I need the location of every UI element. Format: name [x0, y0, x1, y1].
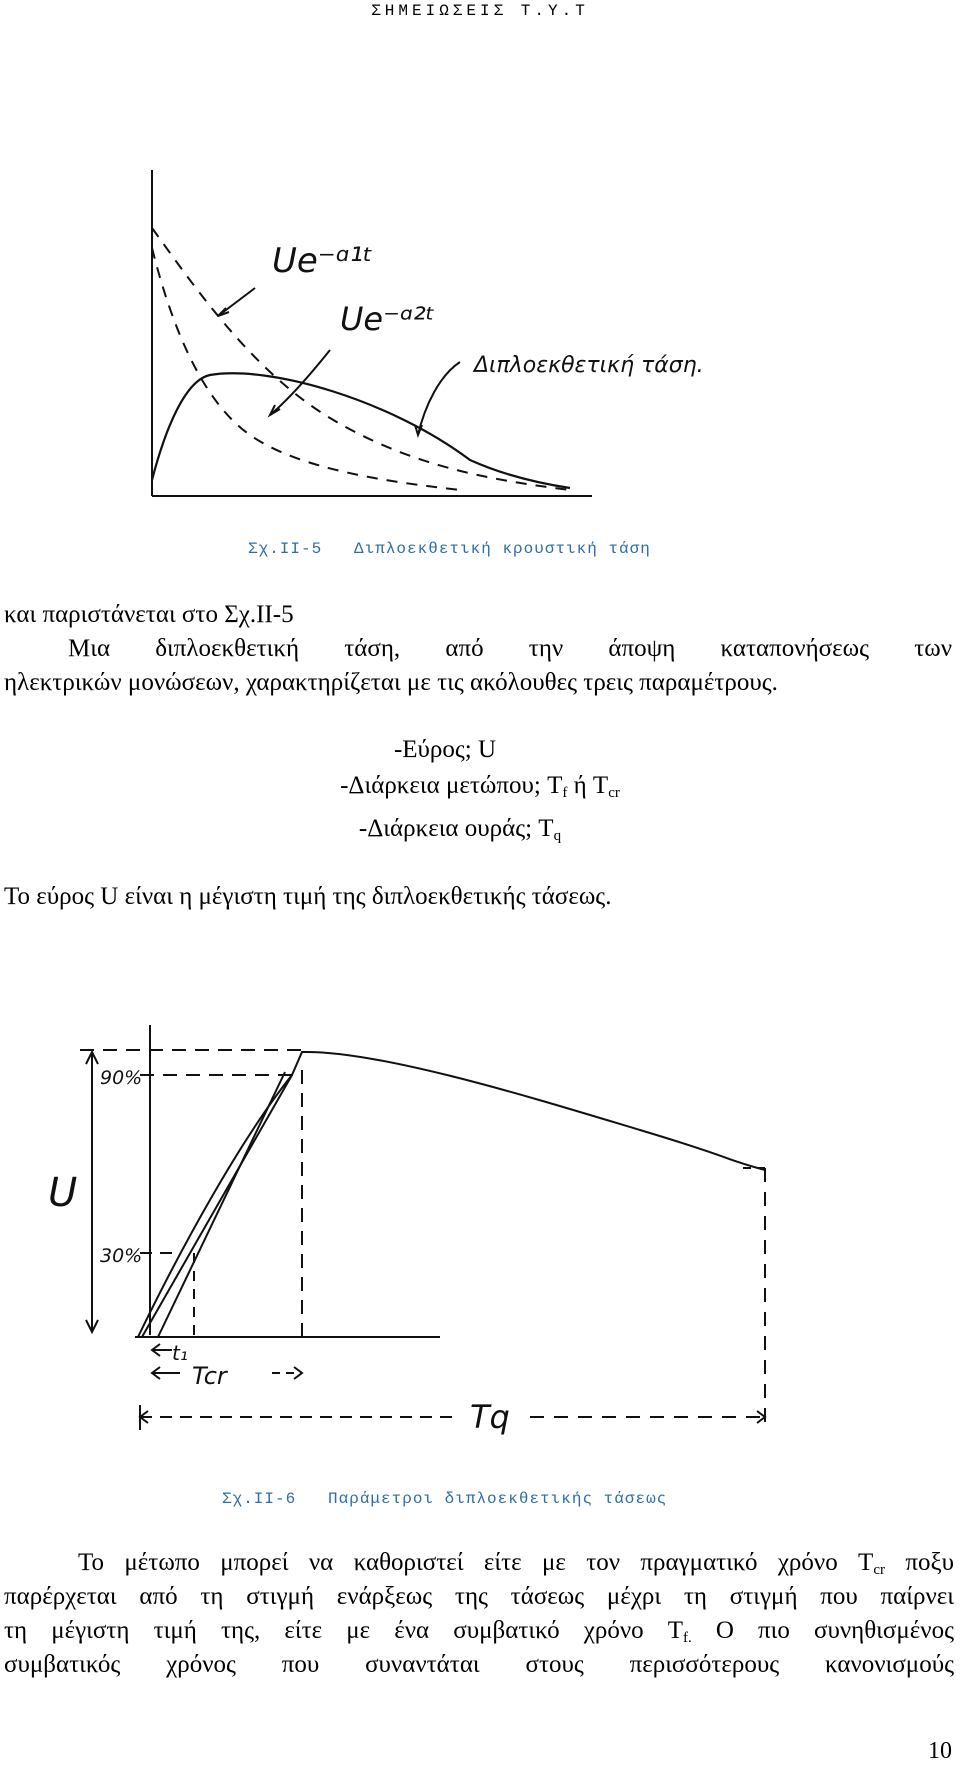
label-30-percent: 30%	[100, 1245, 143, 1267]
label-tq: Tq	[470, 1398, 510, 1436]
label-tcr: Tcr	[192, 1362, 227, 1390]
paragraph-front-line1: Το μέτωπο μπορεί να καθοριστεί είτε με τον πραγματικό χρόνο $T_{cr}$ ποξυ	[78, 1549, 954, 1578]
figure-parameters	[48, 1010, 900, 1470]
figure-double-exponential	[130, 160, 780, 530]
page-number: 10	[928, 1738, 952, 1764]
paragraph-front-line2: παρέρχεται από τη στιγμή ενάρξεως της τάσεως μέχρι τη στιγμή που παίρνει	[4, 1583, 954, 1610]
figure-2-caption: Σχ.ΙΙ-6 Παράμετροι διπλοεκθετικής τάσεως	[222, 1490, 668, 1508]
paragraph-intro-line2: Μια διπλοεκθετική τάση, από την άποψη καταπονήσεως των	[68, 635, 952, 662]
paragraph-intro-line3: ηλεκτρικών μονώσεων, χαρακτηρίζεται με τις ακόλουθες τρεις παραμέτρους.	[4, 669, 778, 696]
label-90-percent: 90%	[100, 1067, 143, 1089]
page-header: ΣΗΜΕΙΩΣΕΙΣ Τ.Υ.Τ	[371, 2, 589, 20]
paragraph-intro-line1: και παριστάνεται στο Σχ.ΙΙ-5	[4, 601, 294, 628]
curve-exp2	[152, 248, 460, 490]
label-u: U	[48, 1170, 78, 1216]
label-double-exp: Διπλοεκθετική τάση.	[474, 353, 704, 378]
arrow-3	[418, 362, 460, 435]
paragraph-front-line4: συμβατικός χρόνος που συναντάται στους περισσότερους κανονισμούς	[4, 1651, 954, 1678]
curve-double-exp	[152, 373, 570, 488]
paragraph-amplitude-def: Το εύρος U είναι η μέγιστη τιμή της διπλοεκθετικής τάσεως.	[4, 883, 612, 910]
figure-1-drawing	[130, 160, 780, 530]
parameter-list	[0, 733, 960, 853]
label-exp2: Ue⁻ᵅ²ᵗ	[340, 300, 436, 338]
paragraph-front-line3: τη μέγιστη τιμή της, είτε με ένα συμβατικό χρόνο $T_{f.}$ Ο πιο συνηθισμένος	[4, 1617, 954, 1646]
figure-1-caption: Σχ.ΙΙ-5 Διπλοεκθετική κρουστική τάση	[248, 540, 651, 558]
label-exp1: Ue⁻ᵅ¹ᵗ	[272, 241, 374, 281]
param-front-duration: -Διάρκεια μετώπου; $T_f$ ή $T_{cr}$	[340, 772, 620, 801]
waveform	[142, 1052, 765, 1337]
param-tail-duration: -Διάρκεια ουράς; $T_q$	[358, 815, 562, 844]
label-t1: t₁	[172, 1341, 188, 1365]
param-amplitude: -Εύρος; U	[393, 736, 497, 763]
figure-2-drawing	[48, 1010, 900, 1470]
